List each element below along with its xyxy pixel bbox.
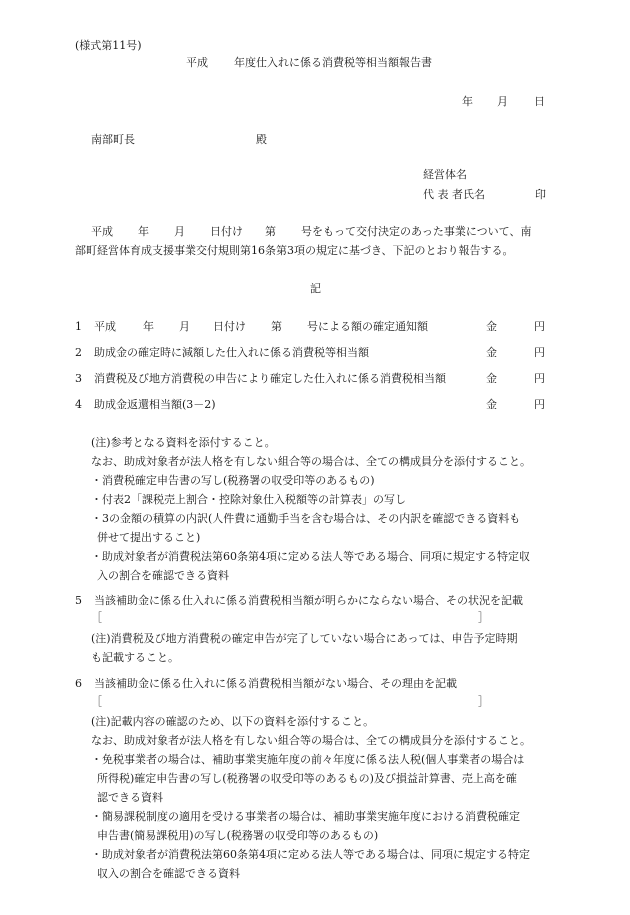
item-unit: 円 bbox=[534, 346, 545, 359]
note-bullet-cont: 認できる資料 bbox=[97, 791, 163, 804]
item-currency: 金 bbox=[486, 398, 497, 411]
note-bullet: ・助成対象者が消費税法第60条第4項に定める法人等である場合、同項に規定する特定収 bbox=[91, 550, 530, 563]
item-day-label: 日付け bbox=[213, 320, 246, 333]
note-bullet: ・免税事業者の場合は、補助事業実施年度の前々年度に係る法人税(個人事業者の場合は bbox=[91, 753, 525, 766]
item-currency: 金 bbox=[486, 346, 497, 359]
note-bullet-cont: 収入の割合を確認できる資料 bbox=[97, 867, 240, 880]
item-label: 助成金の確定時に減額した仕入れに係る消費税等相当額 bbox=[94, 346, 369, 359]
item-label: 号による額の確定通知額 bbox=[307, 320, 428, 333]
item-unit: 円 bbox=[534, 320, 545, 333]
section-note: (注)記載内容の確認のため、以下の資料を添付すること。 bbox=[91, 715, 375, 728]
note-bullet: ・3の金額の積算の内訳(人件費に通勤手当を含む場合は、その内訳を確認できる資料も bbox=[91, 512, 521, 525]
note-bullet: ・消費税確定申告書の写し(税務署の収受印等のあるもの) bbox=[91, 474, 375, 487]
intro-era: 平成 bbox=[91, 225, 113, 238]
section-label: 当該補助金に係る仕入れに係る消費税相当額が明らかにならない場合、その状況を記載 bbox=[94, 594, 523, 607]
form-number: (様式第11号) bbox=[75, 39, 142, 52]
note-bullet-cont: 入の割合を確認できる資料 bbox=[97, 569, 229, 582]
item-label: 助成金返還相当額(3－2) bbox=[94, 398, 216, 411]
item-unit: 円 bbox=[534, 398, 545, 411]
intro-month: 月 bbox=[174, 225, 185, 238]
intro-line1-tail: 号をもって交付決定のあった事業について、南 bbox=[301, 225, 532, 238]
note-line: なお、助成対象者が法人格を有しない組合等の場合は、全ての構成員分を添付すること。 bbox=[91, 455, 531, 468]
bracket-open: ［ bbox=[91, 611, 102, 624]
note-bullet-cont: 申告書(簡易課税用)の写し(税務署の収受印等のあるもの) bbox=[97, 829, 379, 842]
item-number: 1 bbox=[75, 320, 82, 333]
section-note: なお、助成対象者が法人格を有しない組合等の場合は、全ての構成員分を添付すること。 bbox=[91, 734, 531, 747]
item-number: 4 bbox=[75, 398, 82, 411]
note-bullet-cont: 併せて提出すること) bbox=[97, 531, 201, 544]
intro-line2: 部町経営体育成支援事業交付規則第16条第3項の規定に基づき、下記のとおり報告する。 bbox=[75, 244, 514, 257]
item-number-prefix: 第 bbox=[271, 320, 282, 333]
date-year: 年 bbox=[462, 95, 473, 108]
date-day: 日 bbox=[534, 95, 545, 108]
section-note: (注)消費税及び地方消費税の確定申告が完了していない場合にあっては、申告予定時期 bbox=[91, 632, 518, 645]
ki-heading: 記 bbox=[310, 282, 321, 295]
item-currency: 金 bbox=[486, 320, 497, 333]
title-era: 平成 bbox=[186, 56, 208, 69]
addressee-honorific: 殿 bbox=[256, 133, 267, 146]
seal-mark: 印 bbox=[535, 188, 546, 201]
item-era: 平成 bbox=[94, 320, 116, 333]
item-currency: 金 bbox=[486, 372, 497, 385]
section-number: 6 bbox=[75, 677, 82, 690]
date-month: 月 bbox=[497, 95, 508, 108]
note-bullet-cont: 所得税)確定申告書の写し(税務署の収受印等のあるもの)及び損益計算書、売上高を確 bbox=[97, 772, 517, 785]
title-text: 年度仕入れに係る消費税等相当額報告書 bbox=[234, 56, 432, 69]
item-year: 年 bbox=[143, 320, 154, 333]
item-month: 月 bbox=[179, 320, 190, 333]
note-line: (注)参考となる資料を添付すること。 bbox=[91, 436, 276, 449]
item-label: 消費税及び地方消費税の申告により確定した仕入れに係る消費税相当額 bbox=[94, 372, 446, 385]
item-number: 2 bbox=[75, 346, 82, 359]
bracket-close: ］ bbox=[478, 611, 489, 624]
representative-label: 代 表 者氏名 bbox=[423, 188, 485, 201]
bracket-close: ］ bbox=[478, 695, 489, 708]
section-number: 5 bbox=[75, 594, 82, 607]
note-bullet: ・簡易課税制度の適用を受ける事業者の場合は、補助事業実施年度における消費税確定 bbox=[91, 810, 520, 823]
section-label: 当該補助金に係る仕入れに係る消費税相当額がない場合、その理由を記載 bbox=[94, 677, 457, 690]
section-note: も記載すること。 bbox=[91, 651, 179, 664]
intro-day-label: 日付け bbox=[210, 225, 243, 238]
addressee-name: 南部町長 bbox=[91, 133, 135, 146]
bracket-open: ［ bbox=[91, 695, 102, 708]
business-name-label: 経営体名 bbox=[423, 168, 467, 181]
note-bullet: ・付表2「課税売上割合・控除対象仕入税額等の計算表」の写し bbox=[91, 493, 406, 506]
note-bullet: ・助成対象者が消費税法第60条第4項に定める法人等である場合は、同項に規定する特定 bbox=[91, 848, 530, 861]
item-number: 3 bbox=[75, 372, 82, 385]
intro-number-prefix: 第 bbox=[265, 225, 276, 238]
intro-year: 年 bbox=[138, 225, 149, 238]
item-unit: 円 bbox=[534, 372, 545, 385]
